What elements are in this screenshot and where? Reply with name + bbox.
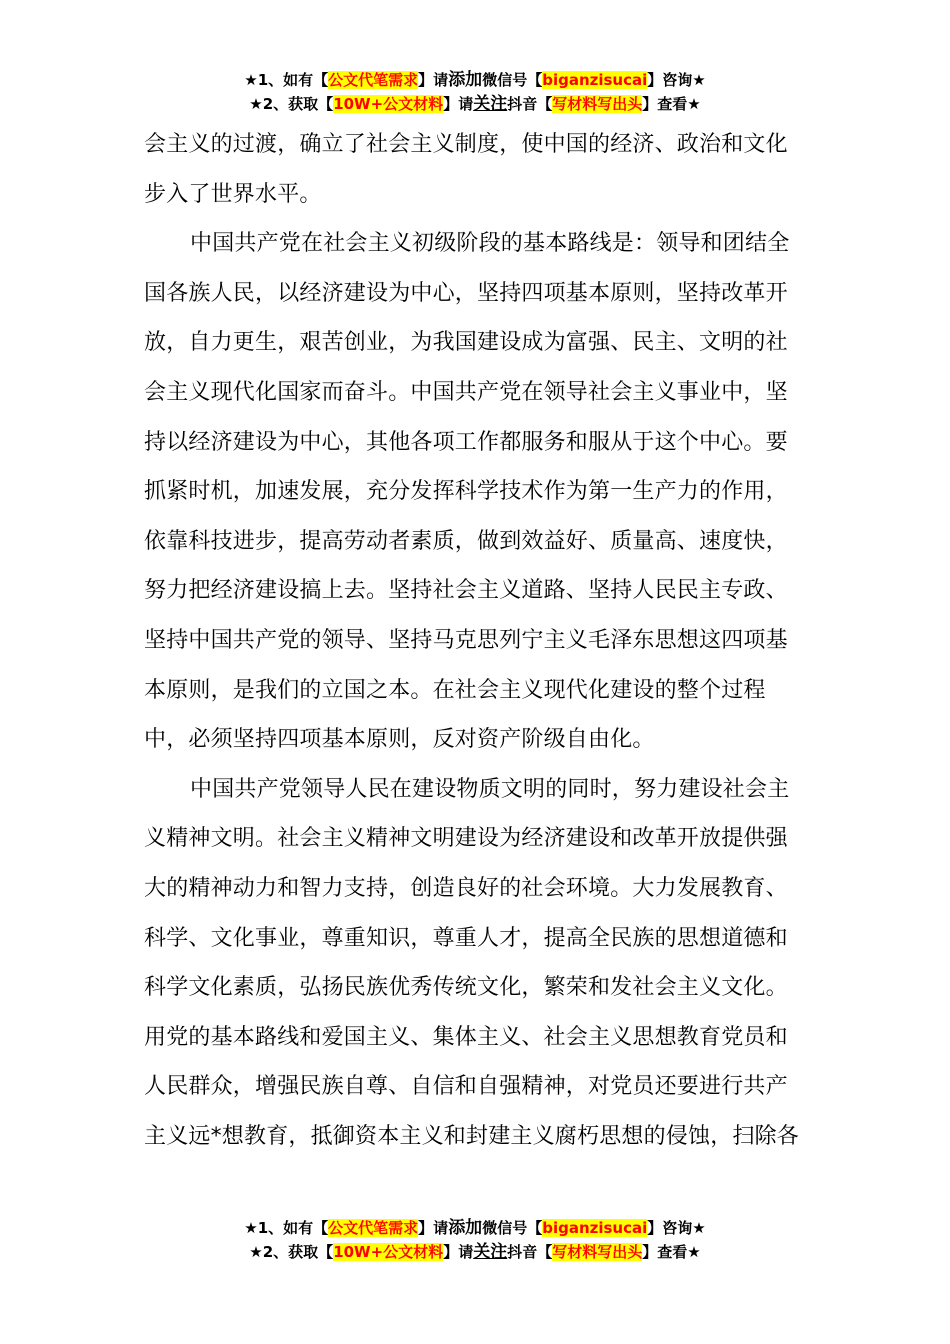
- banner-text: 】请: [418, 1219, 449, 1237]
- banner-text: 微信号【: [482, 1219, 543, 1237]
- banner-text: ★1、如有【: [244, 71, 329, 89]
- banner-text: ★2、获取【: [249, 1243, 334, 1261]
- body-line: 本原则，是我们的立国之本。在社会主义现代化建设的整个过程: [144, 677, 766, 703]
- body-line: 大的精神动力和智力支持，创造良好的社会环境。大力发展教育、: [144, 875, 788, 901]
- banner-text: 】请: [443, 95, 474, 113]
- body-line: 会主义现代化国家而奋斗。中国共产党在领导社会主义事业中，坚: [144, 379, 788, 405]
- body-line: 中国共产党领导人民在建设物质文明的同时，努力建设社会主: [190, 776, 790, 802]
- banner-text: 】请: [443, 1243, 474, 1261]
- banner-highlight: 公文代笔需求: [328, 71, 419, 89]
- banner-line-1: [0, 1216, 950, 1240]
- banner-text: ★1、如有【: [244, 1219, 329, 1237]
- banner-text: 】请: [418, 71, 449, 89]
- body-line: 放，自力更生，艰苦创业，为我国建设成为富强、民主、文明的社: [144, 330, 788, 356]
- banner-highlight: 写材料写出头: [552, 1243, 643, 1261]
- document-body: [144, 120, 806, 1161]
- body-line: 中国共产党在社会主义初级阶段的基本路线是：领导和团结全: [190, 231, 790, 257]
- banner-text: 微信号【: [482, 71, 543, 89]
- banner-line-1: [0, 68, 950, 92]
- banner-line-2: [0, 1240, 950, 1264]
- body-line: 努力把经济建设搞上去。坚持社会主义道路、坚持人民民主专政、: [144, 578, 788, 604]
- banner-emphasis: 添加: [448, 70, 483, 90]
- body-line: 会主义的过渡，确立了社会主义制度，使中国的经济、政治和文化: [144, 132, 788, 157]
- body-line: 中，必须坚持四项基本原则，反对资产阶级自由化。: [144, 727, 655, 753]
- banner-text: 】查看★: [642, 1243, 701, 1261]
- banner-text: ★2、获取【: [249, 95, 334, 113]
- banner-text: 抖音【: [507, 95, 553, 113]
- banner-line-2: [0, 92, 950, 116]
- banner-text: 】咨询★: [647, 71, 706, 89]
- banner-highlight: 10W+公文材料: [333, 95, 444, 113]
- banner-highlight: 公文代笔需求: [328, 1219, 419, 1237]
- body-line: 持以经济建设为中心，其他各项工作都服务和服从于这个中心。要: [144, 429, 788, 455]
- body-line: 坚持中国共产党的领导、坚持马克思列宁主义毛泽东思想这四项基: [144, 627, 788, 653]
- banner-text: 】咨询★: [647, 1219, 706, 1237]
- banner-highlight: 10W+公文材料: [333, 1243, 444, 1261]
- body-line: 抓紧时机，加速发展，充分发挥科学技术作为第一生产力的作用，: [144, 479, 788, 505]
- banner-text: 抖音【: [507, 1243, 553, 1261]
- body-line: 科学、文化事业，尊重知识，尊重人才，提高全民族的思想道德和: [144, 925, 788, 951]
- body-line: 科学文化素质，弘扬民族优秀传统文化，繁荣和发社会主义文化。: [144, 975, 788, 1001]
- body-line: 国各族人民，以经济建设为中心，坚持四项基本原则，坚持改革开: [144, 280, 788, 306]
- footer-banner: [0, 1216, 950, 1264]
- body-line: 依靠科技进步，提高劳动者素质，做到效益好、质量高、速度快，: [144, 528, 788, 554]
- body-line: 人民群众，增强民族自尊、自信和自强精神，对党员还要进行共产: [144, 1074, 788, 1100]
- banner-emphasis: 关注: [473, 1242, 508, 1262]
- body-line: 步入了世界水平。: [144, 181, 322, 207]
- body-line: 义精神文明。社会主义精神文明建设为经济建设和改革开放提供强: [144, 826, 788, 852]
- banner-text: 】查看★: [642, 95, 701, 113]
- banner-highlight: 写材料写出头: [552, 95, 643, 113]
- header-banner: [0, 68, 950, 116]
- banner-emphasis: 添加: [448, 1218, 483, 1238]
- body-line: 用党的基本路线和爱国主义、集体主义、社会主义思想教育党员和: [144, 1024, 788, 1050]
- banner-emphasis: 关注: [473, 94, 508, 114]
- banner-highlight: biganzisucai: [542, 1219, 648, 1237]
- banner-highlight: biganzisucai: [542, 71, 648, 89]
- body-line: 主义远*想教育，抵御资本主义和封建主义腐朽思想的侵蚀，扫除各: [144, 1123, 800, 1149]
